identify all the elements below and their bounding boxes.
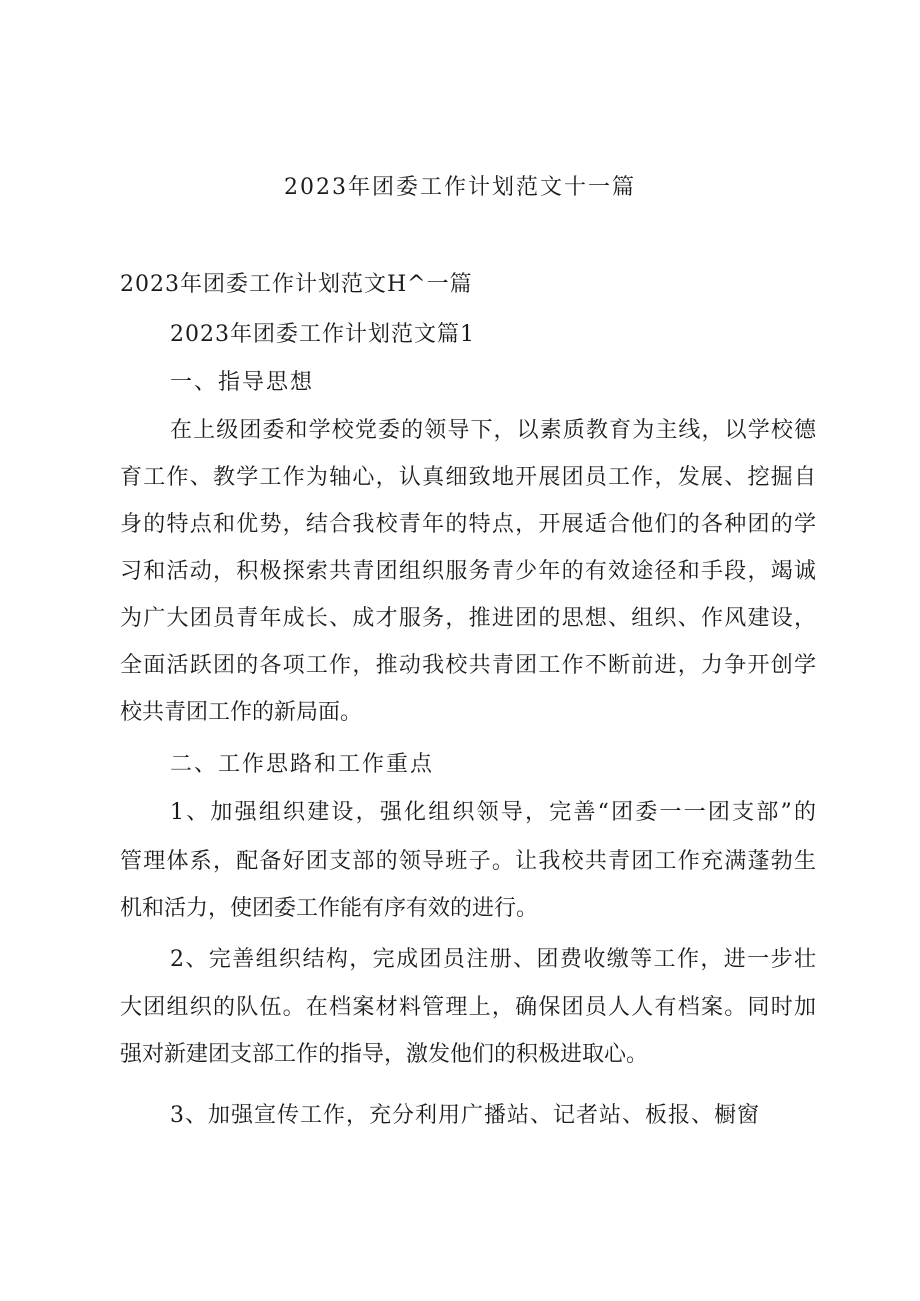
paragraph-line: 在上级团委和学校党委的领导下，以素质教育为主线，以学校德: [170, 418, 816, 443]
list-item-line: 1、加强组织建设，强化组织领导，完善“团委一一团支部”的: [170, 800, 816, 825]
list-item-line: 大团组织的队伍。在档案材料管理上，确保团员人人有档案。同时加: [120, 995, 816, 1020]
heading-guiding-ideology: 一、指导思想: [170, 370, 315, 395]
list-item-line: 强对新建团支部工作的指导，激发他们的积极进取心。: [120, 1042, 649, 1067]
document-title: 2023年团委工作计划范文十一篇: [284, 175, 636, 200]
list-item-line: 管理体系，配备好团支部的领导班子。让我校共青团工作充满蓬勃生: [120, 849, 816, 874]
list-item-line: 3、加强宣传工作，充分利用广播站、记者站、板报、橱窗: [170, 1103, 760, 1128]
list-item-line: 机和活力，使团委工作能有序有效的进行。: [120, 896, 539, 921]
heading-work-focus: 二、工作思路和工作重点: [170, 752, 435, 777]
paragraph-line: 全面活跃团的各项工作，推动我校共青团工作不断前进，力争开创学: [120, 653, 816, 678]
paragraph-line: 身的特点和优势，结合我校青年的特点，开展适合他们的各种团的学: [120, 512, 816, 537]
paragraph-line: 为广大团员青年成长、成才服务，推进团的思想、组织、作风建设，: [120, 606, 816, 631]
paragraph-line: 育工作、教学工作为轴心，认真细致地开展团员工作，发展、挖掘自: [120, 465, 816, 490]
section-heading: 2023年团委工作计划范文篇1: [170, 322, 475, 347]
document-subtitle: 2023年团委工作计划范文H^一篇: [120, 272, 473, 297]
list-item-line: 2、完善组织结构，完成团员注册、团费收缴等工作，进一步壮: [170, 947, 816, 972]
paragraph-line: 校共青团工作的新局面。: [120, 700, 363, 725]
paragraph-line: 习和活动，积极探索共青团组织服务青少年的有效途径和手段，竭诚: [120, 559, 816, 584]
